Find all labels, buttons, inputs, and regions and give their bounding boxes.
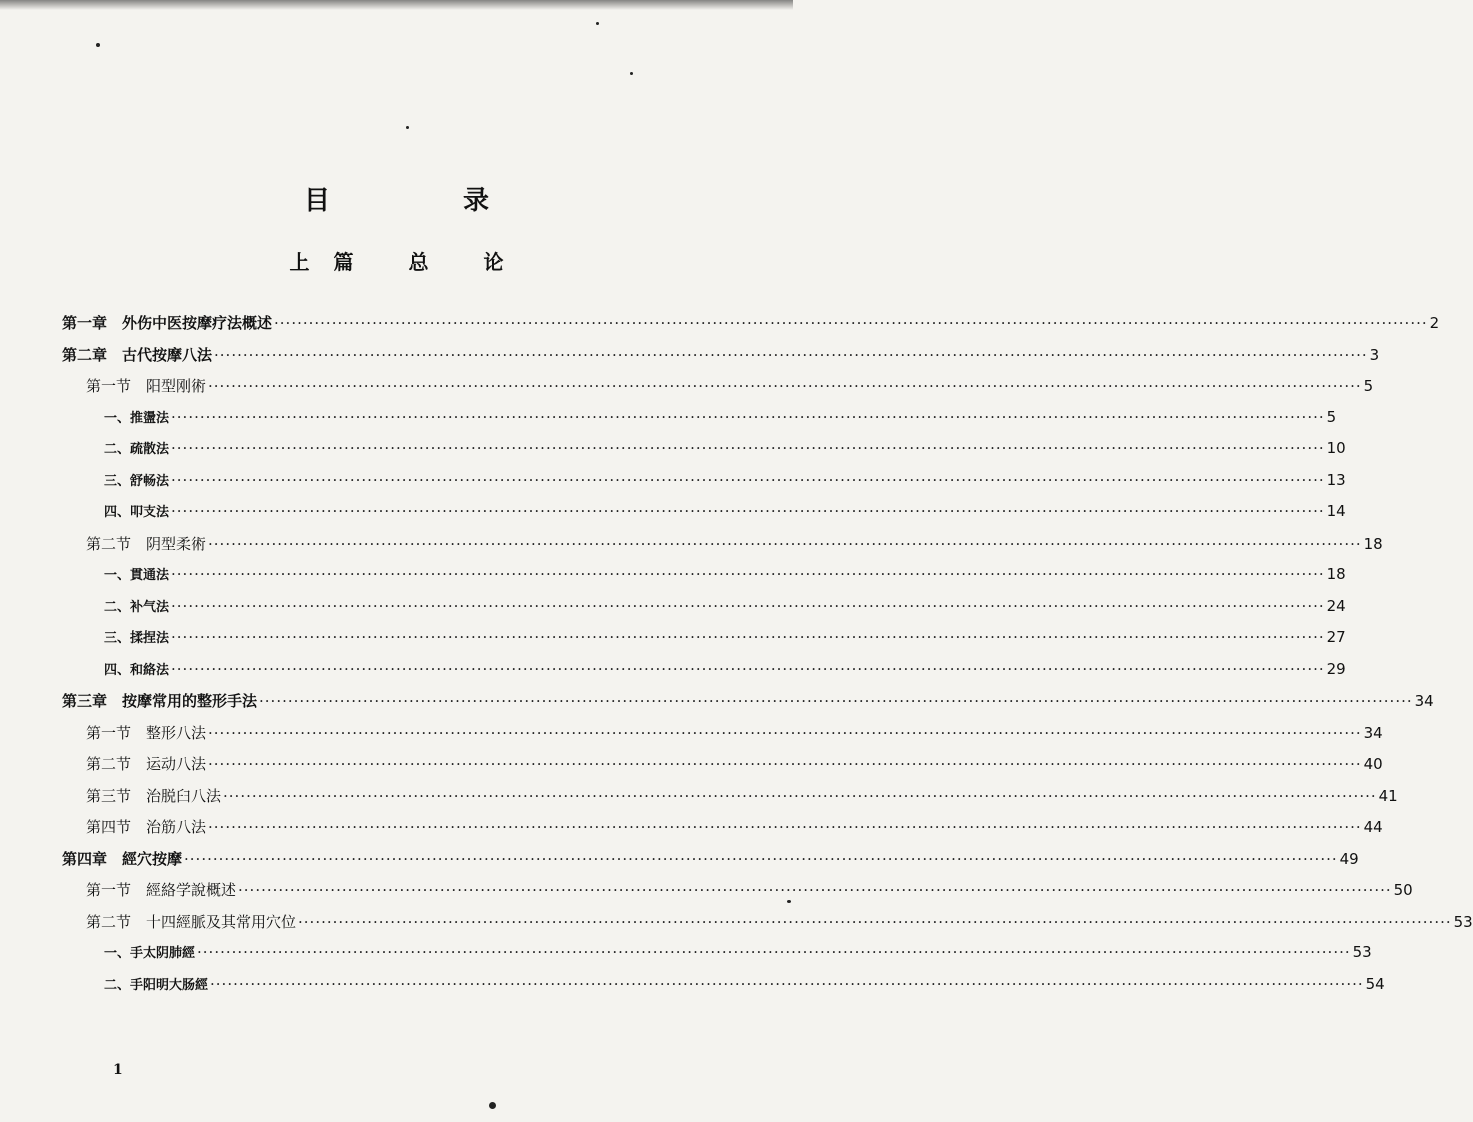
toc-dot-leader: ········································································································································································································ — [208, 534, 1362, 553]
toc-entry — [104, 470, 1346, 494]
toc-entry-page: 27 — [1326, 628, 1346, 646]
toc-dot-leader: ········································································································································································································ — [210, 974, 1364, 993]
toc-entry — [104, 564, 1346, 588]
toc-dot-leader: ········································································································································································································ — [298, 912, 1452, 931]
toc-entry-page: 34 — [1363, 723, 1383, 742]
toc-dot-leader: ········································································································································································································ — [171, 407, 1325, 426]
page-title: 目 录 — [303, 186, 552, 217]
toc-entry-label: 四、叩支法 — [104, 505, 170, 520]
toc-entry-label: 第四节 治筋八法 — [86, 818, 207, 836]
toc-entry-page: 41 — [1378, 786, 1398, 805]
scan-speck — [787, 900, 791, 903]
toc-entry-label: 第三章 按摩常用的整形手法 — [62, 692, 258, 710]
toc-entry-page: 44 — [1363, 818, 1383, 836]
toc-entry — [62, 344, 1380, 368]
toc-entry-label: 第一节 經絡学說概述 — [86, 881, 237, 899]
toc-dot-leader: ········································································································································································································ — [223, 786, 1377, 805]
toc-entry-page: 53 — [1352, 943, 1372, 961]
toc-entry-label: 第四章 經穴按摩 — [62, 849, 183, 868]
toc-entry-label: 第二章 古代按摩八法 — [62, 345, 213, 364]
toc-dot-leader: ········································································································································································································ — [171, 596, 1325, 615]
toc-dot-leader: ········································································································································································································ — [214, 345, 1368, 364]
toc-entry-label: 二、补气法 — [104, 599, 170, 615]
toc-entry — [86, 375, 1374, 399]
scan-speck — [96, 43, 100, 47]
toc-dot-leader: ········································································································································································································ — [259, 692, 1413, 710]
toc-entry-page: 14 — [1326, 502, 1346, 520]
toc-dot-leader: ········································································································································································································ — [171, 470, 1325, 489]
scan-speck — [406, 126, 409, 129]
toc-entry — [104, 596, 1346, 620]
toc-dot-leader: ········································································································································································································ — [197, 943, 1351, 961]
toc-entry-label: 一、手太阴肺經 — [104, 946, 196, 961]
scan-speck — [596, 22, 599, 25]
toc-entry — [86, 816, 1383, 840]
toc-entry-page: 18 — [1363, 534, 1383, 553]
toc-entry — [86, 722, 1383, 746]
toc-entry — [62, 848, 1359, 872]
toc-entry-page: 54 — [1365, 974, 1385, 993]
toc-entry — [104, 942, 1372, 966]
toc-entry-label: 第二节 阴型柔術 — [86, 534, 207, 553]
toc-entry-label: 第二节 十四經脈及其常用穴位 — [86, 912, 297, 931]
toc-entry — [86, 911, 1473, 935]
toc-entry — [62, 312, 1440, 336]
toc-entry-page: 18 — [1326, 565, 1346, 583]
toc-dot-leader: ········································································································································································································ — [274, 314, 1428, 332]
toc-entry — [104, 627, 1346, 651]
toc-entry — [62, 690, 1434, 714]
toc-entry — [104, 438, 1346, 462]
toc-entry-page: 40 — [1363, 755, 1383, 773]
toc-dot-leader: ········································································································································································································ — [171, 439, 1325, 457]
toc-entry-page: 2 — [1429, 314, 1440, 332]
toc-entry-page: 5 — [1363, 377, 1374, 395]
toc-entry — [104, 407, 1337, 431]
toc-entry-label: 三、揉捏法 — [104, 631, 170, 646]
toc-entry — [86, 879, 1413, 903]
toc-entry — [86, 785, 1398, 809]
toc-entry-page: 34 — [1414, 692, 1434, 710]
toc-entry-label: 第一节 阳型刚術 — [86, 377, 207, 395]
toc-entry-page: 29 — [1326, 659, 1346, 678]
toc-dot-leader: ········································································································································································································ — [208, 377, 1362, 395]
toc-entry-page: 49 — [1339, 849, 1359, 868]
toc-entry-label: 第一节 整形八法 — [86, 723, 207, 742]
toc-dot-leader: ········································································································································································································ — [171, 565, 1325, 583]
toc-entry — [104, 659, 1346, 683]
scan-top-edge — [0, 0, 793, 10]
toc-dot-leader: ········································································································································································································ — [171, 659, 1325, 678]
toc-entry-page: 10 — [1326, 439, 1346, 457]
toc-entry-label: 第二节 运动八法 — [86, 755, 207, 773]
toc-entry-label: 第三节 治脱臼八法 — [86, 786, 222, 805]
toc-dot-leader: ········································································································································································································ — [184, 849, 1338, 868]
part-subtitle: 上篇 总 论 — [289, 250, 528, 274]
toc-entry-page: 53 — [1453, 912, 1473, 931]
toc-dot-leader: ········································································································································································································ — [208, 755, 1362, 773]
toc-dot-leader: ········································································································································································································ — [208, 818, 1362, 836]
page-folio: 1 — [113, 1062, 123, 1078]
toc-entry — [86, 753, 1383, 777]
scan-speck — [630, 72, 633, 75]
toc-entry-label: 二、手阳明大肠經 — [104, 977, 209, 993]
toc-entry-label: 二、疏散法 — [104, 442, 170, 457]
toc-entry-label: 四、和絡法 — [104, 662, 170, 678]
toc-entry-page: 50 — [1393, 881, 1413, 899]
toc-dot-leader: ········································································································································································································ — [238, 881, 1392, 899]
toc-dot-leader: ········································································································································································································ — [208, 723, 1362, 742]
toc-entry-label: 一、推盪法 — [104, 410, 170, 426]
toc-entry-page: 5 — [1326, 407, 1337, 426]
toc-entry — [86, 533, 1383, 557]
toc-entry-label: 一、貫通法 — [104, 568, 170, 583]
toc-entry-label: 第一章 外伤中医按摩疗法概述 — [62, 314, 273, 332]
toc-dot-leader: ········································································································································································································ — [171, 628, 1325, 646]
toc-entry — [104, 974, 1385, 998]
toc-entry-page: 24 — [1326, 596, 1346, 615]
toc-entry-page: 3 — [1369, 345, 1380, 364]
toc-dot-leader: ········································································································································································································ — [171, 502, 1325, 520]
scan-speck — [489, 1102, 496, 1109]
toc-entry-page: 13 — [1326, 470, 1346, 489]
toc-entry — [104, 501, 1346, 525]
toc-entry-label: 三、舒畅法 — [104, 473, 170, 489]
